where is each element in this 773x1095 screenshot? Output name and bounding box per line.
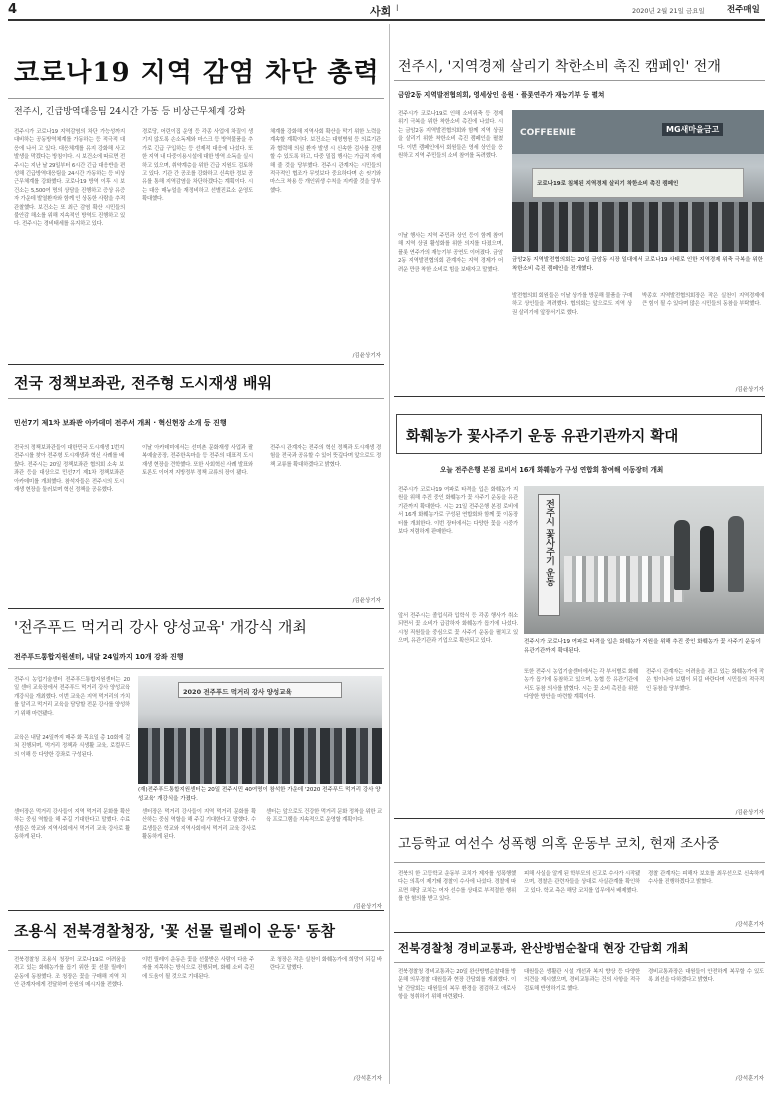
article-headline: 화훼농가 꽃사주기 운동 유관기관까지 확대: [406, 428, 679, 445]
article-body-col: 이번 릴레이 운동은 꽃을 선물받은 사람이 다음 주자를 지목하는 방식으로 진행되며, 화훼 소비 촉진에 도움이 될 것으로 기대된다.: [142, 957, 254, 980]
section-name: 사회: [370, 5, 392, 18]
article-headline: 고등학교 여선수 성폭행 의혹 운동부 코치, 현재 조사중: [398, 836, 720, 852]
article-headline: 전북경찰청 경비교통과, 완산방범순찰대 현장 간담회 개최: [398, 941, 689, 955]
article-headline: 조용식 전북경찰청장, '꽃 선물 릴레이 운동' 동참: [14, 922, 336, 940]
masthead: [0, 0, 773, 18]
article-subhead: 민선7기 제1차 보좌관 아카데미 전주서 개최 · 혁신현장 소개 등 진행: [14, 419, 227, 427]
article-body-col: 센터장은 먹거리 강사들이 지역 먹거리 문화를 확산하는 중심 역할을 해 주길 기대한다고 말했다. 수료생들은 학교와 지역사회에서 먹거리 교육 강사로 활동하게 된다.: [14, 809, 130, 841]
photo-caption: (재)전주푸드통합지원센터는 20일 전주시민 40여명이 참석한 가운데 '2020 전주푸드 먹거리 강사 양성교육' 개강식을 가졌다.: [138, 787, 381, 802]
article-headline: '전주푸드 먹거리 강사 양성교육' 개강식 개최: [14, 618, 307, 636]
people-group: [512, 202, 764, 252]
divider: [394, 80, 765, 81]
store-sign: MG새마을금고: [662, 123, 723, 136]
article-photo: [138, 676, 382, 784]
article-subhead: 금암2동 지역발전협의회, 영세상인 응원 · 플롯연주가 재능기부 등 펼쳐: [398, 91, 605, 99]
divider: [8, 950, 384, 951]
masthead-rule: [8, 19, 765, 21]
article-body-col: 전북경찰청 경비교통과는 20일 완산방범순찰대를 방문해 의무경찰 대원들과 현장 간담회를 개최했다. 이날 간담회는 대원들의 복무 환경을 점검하고 애로사항을 청취하기 위해 마련됐다.: [398, 969, 516, 1001]
people-group: [138, 728, 382, 784]
article-body-col: 경찰 관계자는 피해자 보호를 최우선으로 신속하게 수사를 진행하겠다고 밝혔다.: [648, 871, 764, 886]
article-body-col: 체계를 강화해 지역사회 확산을 막기 위한 노력을 계속할 계획이다. 보건소는 대형병원 등 의료기관과 협력해 의심 환자 발생 시 신속한 검사를 진행할 수 있도록 하고, 다중 밀집 행사는 가급적 자제해 줄 것을 당부했다. 전주시 관계자는 시민들의 적극적인 협조가 무엇보다 중요하다며 손 씻기와 마스크 착용 등 개인위생 수칙을 지켜줄 것을 당부했다.: [270, 129, 381, 194]
article-body-col: 전주시가 코로나19 지역감염의 차단 가능성까지 대비하는 공동방역체계를 가동하는 등 적극적 대응에 나서 고 있다. 대응체계를 유지 강화해 사고 발생을 막겠다는 방침이다. 시 보건소에 따르면 전주시는 지난 날 29일부터 6시간 긴급 대응반을 편성해 긴급방역대응팀을 24시간 가동하는 등 비상근무체계를 강화했다. 코로나19 방역 이후 시 보건소는 5,500여 명의 상담을 진행하고 증상 유증자 가운데 발열환자와 함께 인 상동한 사람을 추적 관찰했다. 보건소는 또 최근 감염 확산 시민들의 불안감 해소를 위해 지속적인 방역도 진행하고 있다. 전주시는 경비태세를 유지하고 있다.: [14, 129, 125, 228]
article-body-col: 대원들은 생활관 시설 개선과 복지 향상 등 다양한 의견을 제시했으며, 경비교통과는 건의 사항을 적극 검토해 반영하기로 했다.: [524, 969, 640, 992]
page-number: 4: [8, 2, 18, 17]
article-body-col: 전주시 농업기술센터 전주푸드통합지원센터는 20일 센터 교육장에서 전주푸드 먹거리 강사 양성교육 개강식을 개최했다. 이번 교육은 지역 먹거리의 가치를 알리고 먹거리 교육을 담당할 전문 강사를 양성하기 위해 마련됐다.: [14, 677, 130, 717]
byline: /강석훈기자: [735, 1076, 764, 1082]
article-subhead: 전주푸드통합지원센터, 내달 24일까지 10개 강좌 진행: [14, 653, 184, 661]
campaign-banner: [532, 168, 744, 198]
byline: /강석훈기자: [353, 1076, 382, 1082]
byline: /강석훈기자: [735, 922, 764, 928]
article-body-col: 전주시가 코로나19로 인해 소비위축 등 경제 위기 극복을 위한 착한소비 촉진에 나섰다. 시는 금암2동 지역발전협의회와 함께 지역 상권을 살리기 위한 착한소비 촉진 캠페인을 펼쳤다. 이번 캠페인에서 회원들은 영세 상인을 응원하고 지역 주민들의 소비 참여를 독려했다.: [398, 111, 503, 160]
store-sign: COFFEENIE: [520, 128, 576, 138]
article-body-col: 전국의 정책보좌관들이 대한민국 도시재생 1번지 전주시를 찾아 전주형 도시재생과 혁신 사례를 배웠다. 전주시는 20일 정책보좌관 협의회 소속 보좌관 등을 대상으로 민선7기 제1차 정책보좌관 아카데미를 개최했다. 참석자들은 전주시의 도시재생 현장을 둘러보며 혁신 정책을 공유했다.: [14, 445, 124, 494]
photo-caption: 전주시가 코로나19 여파로 타격을 입은 화훼농가 지원을 위해 추진 중인 화훼농가 꽃 사주기 운동이 유관기관까지 확대된다.: [524, 639, 761, 654]
article-body-col: 발전협의회 회원들은 이날 상가를 방문해 물품을 구매하고 상인들을 격려했다. 협의회는 앞으로도 지역 상권 살리기에 앞장서기로 했다.: [512, 293, 632, 316]
article-body-col: 전북의 한 고등학교 운동부 코치가 제자를 성폭행했다는 의혹이 제기돼 경찰이 수사에 나섰다. 경찰에 따르면 해당 코치는 여자 선수를 상대로 부적절한 행위를 한 혐의를 받고 있다.: [398, 871, 516, 903]
divider: [394, 932, 765, 933]
article-body-col: 피해 사실을 알게 된 학부모의 신고로 수사가 시작됐으며, 경찰은 관련자들을 상대로 사실관계를 확인하고 있다. 학교 측은 해당 코치를 업무에서 배제했다.: [524, 871, 640, 894]
article-body-col: 박종호 지역발전협의회장은 작은 실천이 지역경제에 큰 힘이 될 수 있다며 많은 시민들의 동참을 부탁했다.: [642, 293, 764, 308]
article-body-col: 경로당, 어린이집 운영 등 각종 사업에 차질이 생기지 않도록 손소독제와 마스크 등 방역물품을 추가로 긴급 구입하는 등 선제적 대응에 나섰다. 또한 지역 내 다중이용시설에 대한 방역 소독을 실시하고 있으며, 취약계층을 위한 긴급 지원도 검토하고 있다. 기관 간 공조를 강화하고 신속한 정보 공유를 통해 지역감염을 차단하겠다는 계획이다. 시는 대응 매뉴얼을 재정비하고 선별진료소 운영도 확대했다.: [142, 129, 253, 203]
article-body-col: 전주시 관계자는 어려움을 겪고 있는 화훼농가에 작은 힘이나마 보탬이 되길 바란다며 시민들의 적극적인 동참을 당부했다.: [646, 669, 764, 692]
article-body-col: 센터는 앞으로도 건강한 먹거리 문화 정착을 위한 교육 프로그램을 지속적으로 운영할 계획이다.: [266, 809, 382, 824]
person: [728, 516, 744, 592]
banner-text: 코로나19로 침체된 지역경제 살리기 착한소비 촉진 캠페인: [537, 181, 679, 187]
article-body-col: 조 청장은 작은 실천이 화훼농가에 희망이 되길 바란다고 말했다.: [270, 957, 382, 972]
issue-date: 2020년 2월 21일 금요일: [632, 7, 705, 15]
divider: [394, 818, 765, 819]
divider: [8, 608, 384, 609]
article-headline: 코로나19 지역 감염 차단 총력: [14, 58, 380, 88]
divider: [8, 364, 384, 365]
photo-caption: 금암2동 지역발전협의회는 20일 금암동 시장 일대에서 코로나19 사태로 인한 지역경제 위축 극복을 위한 착한소비 촉진 캠페인을 전개했다.: [512, 257, 763, 272]
divider: [8, 98, 384, 99]
person: [674, 520, 690, 590]
byline: /김윤상기자: [353, 904, 382, 910]
article-subhead: 오늘 전주은행 본점 로비서 16개 화훼농가 구성 연합회 참여해 이동장터 개최: [440, 466, 664, 474]
article-body-col: 또한 전주시 농업기술센터에서는 각 부서별로 화훼농가 돕기에 동참하고 있으며, 농협 등 유관기관에서도 동참 의사를 밝혔다. 시는 꽃 소비 촉진을 위한 다양한 방안을 마련할 계획이다.: [524, 669, 638, 701]
banner-text: 2020 전주푸드 먹거리 강사 양성교육: [183, 688, 292, 696]
divider: [394, 396, 765, 397]
article-body-col: 전주시가 코로나19 여파로 타격을 입은 화훼농가 지원을 위해 추진 중인 화훼농가 꽃 사주기 운동을 유관기관까지 확대한다. 시는 21일 전주은행 본점 로비에서 16개 화훼농가로 구성된 연합회와 함께 꽃 이동장터를 개최한다. 이번 장터에서는 다양한 꽃을 시중가보다 저렴하게 판매한다.: [398, 487, 518, 536]
section-mark: I: [396, 4, 399, 14]
article-headline: 전국 정책보좌관, 전주형 도시재생 배워: [14, 374, 272, 392]
article-body-col: 이날 행사는 지역 주민과 상인 등이 함께 참여해 지역 상권 활성화를 위한 의지를 다졌으며, 플롯 연주가의 재능기부 공연도 이어졌다. 금암2동 지역발전협의회 관계자는 지역 경제가 어려운 만큼 착한 소비로 힘을 보태자고 말했다.: [398, 233, 503, 273]
article-body-col: 전주시 관계자는 전주의 혁신 정책과 도시재생 경험을 전국과 공유할 수 있어 뜻깊다며 앞으로도 정책 교류를 확대하겠다고 밝혔다.: [270, 445, 381, 468]
person: [700, 526, 714, 592]
divider: [394, 962, 765, 963]
article-body-col: 앞서 전주시는 졸업식과 입학식 등 각종 행사가 취소되면서 꽃 소비가 급감하자 화훼농가 돕기에 나섰다. 시청 직원들을 중심으로 꽃 사주기 운동을 펼치고 있으며, 유관기관과 기업으로 확산되고 있다.: [398, 613, 518, 645]
article-photo: [512, 110, 764, 252]
flower-table: [564, 556, 684, 602]
article-body-col: 센터장은 먹거리 강사들이 지역 먹거리 문화를 확산하는 중심 역할을 해 주길 기대한다고 말했다. 수료생들은 학교와 지역사회에서 먹거리 교육 강사로 활동하게 된다.: [142, 809, 256, 841]
divider: [8, 910, 384, 911]
article-subhead: 전주시, 긴급방역대응팀 24시간 가동 등 비상근무체계 강화: [14, 107, 246, 117]
divider: [8, 668, 384, 669]
byline: /김윤상기자: [735, 810, 764, 816]
article-body-col: 교육은 내달 24일까지 매주 화 목요일 총 10회에 걸쳐 진행되며, 먹거리 정책과 식생활 교육, 로컬푸드의 이해 등 다양한 강좌로 구성된다.: [14, 735, 130, 758]
banner-text: 전주시 꽃사주기 운동: [544, 499, 554, 587]
article-headline: 전주시, '지역경제 살리기 착한소비 촉진 캠페인' 전개: [398, 59, 721, 75]
paper-name: 전주매일: [727, 5, 760, 15]
article-body-col: 이날 아카데미에서는 선미촌 문화재생 사업과 팔복예술공장, 전주한옥마을 등 전주의 대표적 도시재생 현장을 견학했다. 또한 사회혁신 사례 발표와 토론도 이어져 지방정부 정책 교류의 장이 됐다.: [142, 445, 253, 477]
vertical-banner: [538, 494, 560, 616]
byline: /김윤상기자: [352, 353, 381, 359]
event-banner: [178, 682, 342, 698]
column-divider: [389, 24, 390, 1084]
divider: [8, 398, 384, 399]
article-photo: [524, 486, 764, 634]
article-body-col: 전북경찰청 조용식 청장이 코로나19로 어려움을 겪고 있는 화훼농가를 돕기 위한 꽃 선물 릴레이 운동에 동참했다. 조 청장은 꽃을 구매해 지역 치안 관계자에게 전달하며 응원의 메시지를 전했다.: [14, 957, 126, 989]
divider: [394, 862, 765, 863]
byline: /김윤상기자: [352, 598, 381, 604]
byline: /김윤상기자: [735, 387, 764, 393]
article-body-col: 경비교통과장은 대원들이 안전하게 복무할 수 있도록 최선을 다하겠다고 밝혔다.: [648, 969, 764, 984]
